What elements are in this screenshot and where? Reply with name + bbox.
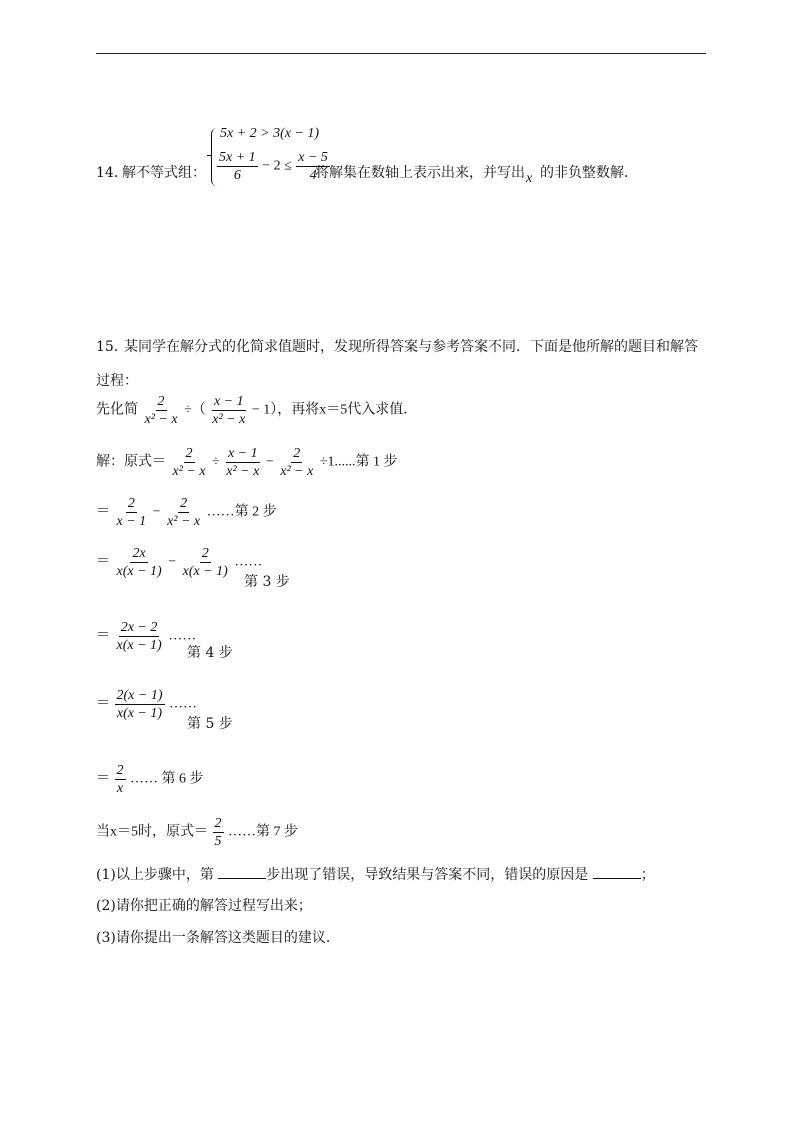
q14-inequality-2: $\frac{5x + 1}{6}$ − 2 ≤ $\frac{x - 5}{4}$ — [219, 150, 328, 183]
step-3: ＝ $\frac{2x}{x(x - 1)}$ − $\frac{2}{x(x - 1)}$ …… — [96, 546, 263, 579]
step-4: ＝ $\frac{2x - 2}{x(x - 1)}$ …… — [96, 620, 197, 653]
q14-number: 14． — [96, 165, 128, 181]
header-rule — [96, 53, 706, 54]
q14-text-after: 将解集在数轴上表示出来，并写出 — [315, 165, 525, 181]
step-5-label: 第 5 步 — [187, 716, 233, 732]
step-2: ＝ $\frac{2}{x - 1}$ − $\frac{2}{\text{x² − x}}$ ……第 2 步 — [96, 496, 277, 529]
step-4-label: 第 4 步 — [187, 645, 233, 661]
step-6: ＝ $\frac{2}{x}$ …… 第 6 步 — [96, 763, 204, 796]
step-5: ＝ $\frac{2(x - 1)}{x(x - 1)}$ …… — [96, 688, 197, 721]
sub-question-1: (1)以上步骤中，第 步出现了错误，导致结果与答案不同，错误的原因是 ； — [96, 867, 655, 883]
q15-problem: 先化简 $\frac{2}{\text{x² − x}}$ ÷（ $\frac{x - 1}{\text{x² − x}}$ − 1），再将x＝5代入求值． — [96, 394, 418, 427]
sub-question-2: (2)请你把正确的解答过程写出来； — [96, 898, 312, 914]
step-1: 解：原式＝ $\frac{2}{\text{x² − x}}$ ÷ $\frac{x - 1}{\text{x² − x}}$ − $\frac{2}{\text{x² − x}}$ ÷1......第 1 步 — [96, 446, 398, 479]
sub-question-3: (3)请你提出一条解答这类题目的建议． — [96, 930, 340, 946]
q15-line-2: 过程： — [96, 373, 138, 389]
q15-number: 15． — [96, 339, 128, 355]
system-brace-tip — [207, 155, 212, 156]
answer-blank-step[interactable] — [218, 866, 266, 879]
q14-text-end: 的非负整数解． — [540, 165, 638, 181]
q14-label: 解不等式组： — [122, 165, 206, 181]
step-3-label: 第 3 步 — [244, 574, 290, 590]
step-7: 当x＝5时，原式＝ $\frac{2}{5}$ ……第 7 步 — [96, 816, 298, 849]
answer-blank-reason[interactable] — [593, 866, 641, 879]
q15-line-1: 某同学在解分式的化简求值题时，发现所得答案与参考答案不同．下面是他所解的题目和解答 — [124, 339, 698, 355]
fraction: $\frac{5x + 1}{6}$ — [219, 150, 256, 183]
q14-variable: x — [526, 171, 533, 186]
fraction: $\frac{x - 5}{4}$ — [298, 150, 328, 183]
q14-inequality-1: 5x + 2 > 3(x − 1) — [220, 126, 320, 141]
